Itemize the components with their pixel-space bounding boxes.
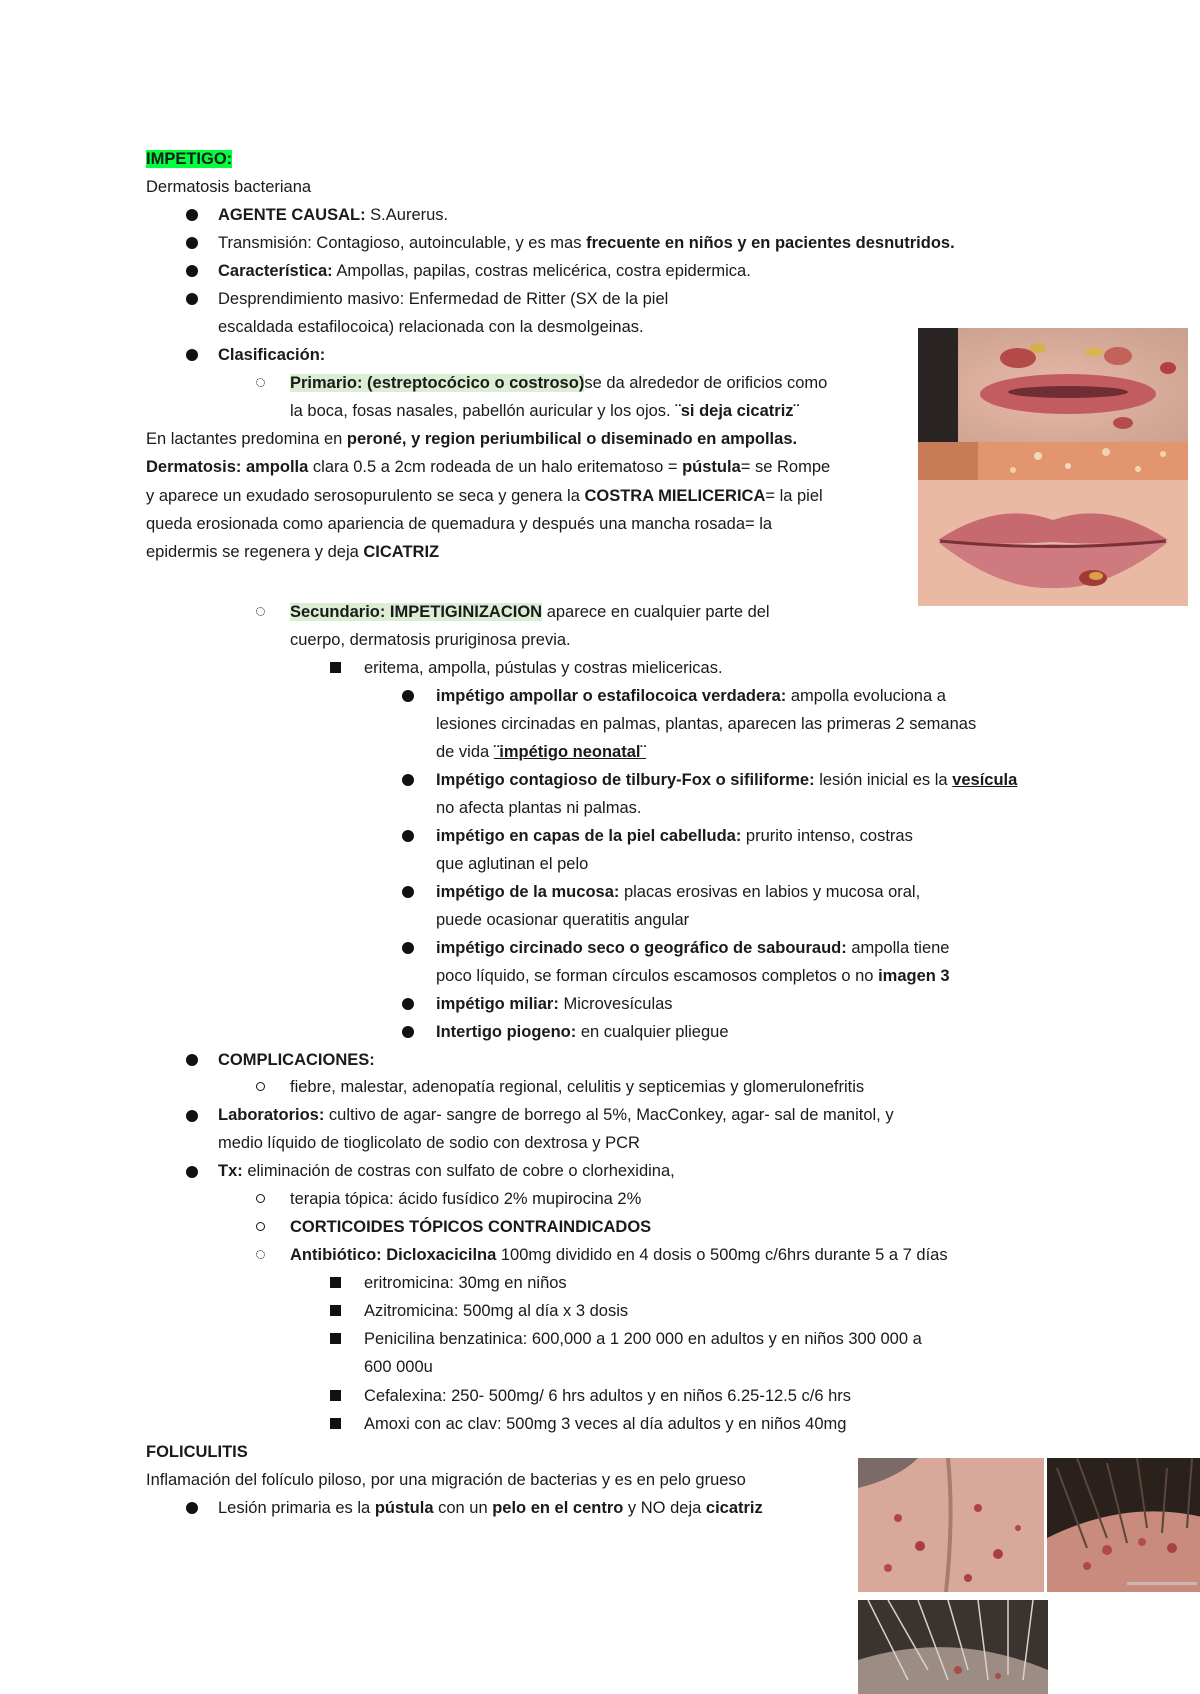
med-item: Cefalexina: 250- 500mg/ 6 hrs adultos y en niños 6.25-12.5 c/6 hrs	[364, 1387, 852, 1405]
foliculitis-skin-photo	[858, 1458, 1044, 1592]
foliculitis-lesion-item: Lesión primaria es la pústula con un pelo en el centro y NO deja cicatriz	[218, 1499, 763, 1517]
ampollar-item: impétigo ampollar o estafilocoica verdadera: ampolla evoluciona a	[436, 687, 946, 705]
laboratorios-item-line2: medio líquido de tioglicolato de sodio con dextrosa y PCR	[218, 1134, 640, 1152]
bullet	[186, 349, 198, 361]
caracteristica-item: Característica: Ampollas, papilas, costras melicérica, costra epidermica.	[218, 262, 751, 280]
bullet	[402, 886, 414, 898]
foliculitis-hair-photo	[858, 1600, 1048, 1694]
tx-item: Tx: eliminación de costras con sulfato de cobre o clorhexidina,	[218, 1162, 675, 1180]
bullet	[402, 690, 414, 702]
clasificacion-item: Clasificación:	[218, 346, 326, 364]
circinado-item: impétigo circinado seco o geográfico de sabouraud: ampolla tiene	[436, 939, 950, 957]
med-item: Azitromicina: 500mg al día x 3 dosis	[364, 1302, 629, 1320]
sub-bullet	[256, 378, 265, 387]
bullet	[186, 1110, 198, 1122]
med-item: Amoxi con ac clav: 500mg 3 veces al día adultos y en niños 40mg	[364, 1415, 847, 1433]
primario-item: Primario: (estreptocócico o costroso)se da alrededor de orificios como	[290, 374, 828, 392]
bullet	[402, 998, 414, 1010]
dermatosis-paragraph: Dermatosis: ampolla clara 0.5 a 2cm rodeada de un halo eritematoso = pústula= se Rompe	[146, 458, 831, 476]
sub-bullet	[256, 1082, 265, 1091]
bullet	[186, 209, 198, 221]
bullet	[186, 237, 198, 249]
tilbury-item-line2: no afecta plantas ni palmas.	[436, 799, 642, 817]
foliculitis-scalp-photo	[1047, 1458, 1200, 1592]
sub-bullet	[256, 1194, 265, 1203]
mucosa-item: impétigo de la mucosa: placas erosivas en labios y mucosa oral,	[436, 883, 921, 901]
capas-item-line2: que aglutinan el pelo	[436, 855, 589, 873]
square-bullet	[330, 662, 341, 673]
ampollar-item-line2: lesiones circinadas en palmas, plantas, aparecen las primeras 2 semanas	[436, 715, 977, 733]
miliar-item: impétigo miliar: Microvesículas	[436, 995, 673, 1013]
mucosa-item-line2: puede ocasionar queratitis angular	[436, 911, 690, 929]
square-bullet	[330, 1390, 341, 1401]
erosion-paragraph: queda erosionada como apariencia de quemadura y después una mancha rosada= la	[146, 515, 773, 533]
laboratorios-item: Laboratorios: cultivo de agar- sangre de borrego al 5%, MacConkey, agar- sal de manitol, y	[218, 1106, 894, 1124]
circinado-item-line2: poco líquido, se forman círculos escamosos completos o no imagen 3	[436, 967, 950, 985]
epidermis-paragraph: epidermis se regenera y deja CICATRIZ	[146, 543, 440, 561]
impetigo-lips-photo	[918, 480, 1188, 606]
sub-bullet	[256, 1222, 265, 1231]
square-bullet	[330, 1277, 341, 1288]
square-bullet	[330, 1333, 341, 1344]
med-item-continued: 600 000u	[364, 1358, 433, 1376]
secundario-item: Secundario: IMPETIGINIZACION aparece en cualquier parte del	[290, 603, 770, 621]
impetigo-subtitle: Dermatosis bacteriana	[146, 178, 312, 196]
antibiotico-item: Antibiótico: Dicloxacicilna 100mg dividido en 4 dosis o 500mg c/6hrs durante 5 a 7 días	[290, 1246, 948, 1264]
lactantes-paragraph: En lactantes predomina en peroné, y region periumbilical o diseminado en ampollas.	[146, 430, 798, 448]
intertigo-item: Intertigo piogeno: en cualquier pliegue	[436, 1023, 729, 1041]
med-item: eritromicina: 30mg en niños	[364, 1274, 567, 1292]
complicaciones-detail: fiebre, malestar, adenopatía regional, celulitis y septicemias y glomerulonefritis	[290, 1078, 865, 1096]
sub-bullet	[256, 1250, 265, 1259]
foliculitis-title: FOLICULITIS	[146, 1443, 248, 1461]
impetigo-title: IMPETIGO:	[146, 150, 233, 168]
impetigo-mouth-photo	[918, 328, 1188, 442]
bullet	[402, 830, 414, 842]
sub-bullet	[256, 607, 265, 616]
square-bullet	[330, 1418, 341, 1429]
transmision-item: Transmisión: Contagioso, autoinculable, y es mas frecuente en niños y en pacientes desnutridos.	[218, 234, 955, 252]
primario-item-line2: la boca, fosas nasales, pabellón auricular y los ojos. ¨si deja cicatriz¨	[290, 402, 800, 420]
eritema-item: eritema, ampolla, pústulas y costras mielicericas.	[364, 659, 723, 677]
bullet	[402, 942, 414, 954]
ampollar-item-line3: de vida ¨impétigo neonatal¨	[436, 743, 646, 761]
impetigo-skin-photo	[918, 442, 1188, 480]
desprendimiento-item: Desprendimiento masivo: Enfermedad de Ritter (SX de la piel	[218, 290, 669, 308]
bullet	[186, 1166, 198, 1178]
bullet	[186, 1054, 198, 1066]
desprendimiento-item-line2: escaldada estafilocoica) relacionada con la desmolgeinas.	[218, 318, 644, 336]
terapia-topica-item: terapia tópica: ácido fusídico 2% mupirocina 2%	[290, 1190, 642, 1208]
bullet	[402, 774, 414, 786]
complicaciones-item: COMPLICACIONES:	[218, 1051, 375, 1069]
exudado-paragraph: y aparece un exudado serosopurulento se seca y genera la COSTRA MIELICERICA= la piel	[146, 487, 823, 505]
foliculitis-definition: Inflamación del folículo piloso, por una migración de bacterias y es en pelo grueso	[146, 1471, 746, 1489]
bullet	[402, 1026, 414, 1038]
secundario-item-line2: cuerpo, dermatosis pruriginosa previa.	[290, 631, 571, 649]
capas-item: impétigo en capas de la piel cabelluda: prurito intenso, costras	[436, 827, 913, 845]
med-item: Penicilina benzatinica: 600,000 a 1 200 000 en adultos y en niños 300 000 a	[364, 1330, 922, 1348]
tilbury-item: Impétigo contagioso de tilbury-Fox o sifiliforme: lesión inicial es la vesícula	[436, 771, 1018, 789]
bullet	[186, 265, 198, 277]
agente-causal-item: AGENTE CAUSAL: S.Aurerus.	[218, 206, 449, 224]
bullet	[186, 1502, 198, 1514]
corticoides-item: CORTICOIDES TÓPICOS CONTRAINDICADOS	[290, 1218, 652, 1236]
square-bullet	[330, 1305, 341, 1316]
bullet	[186, 293, 198, 305]
